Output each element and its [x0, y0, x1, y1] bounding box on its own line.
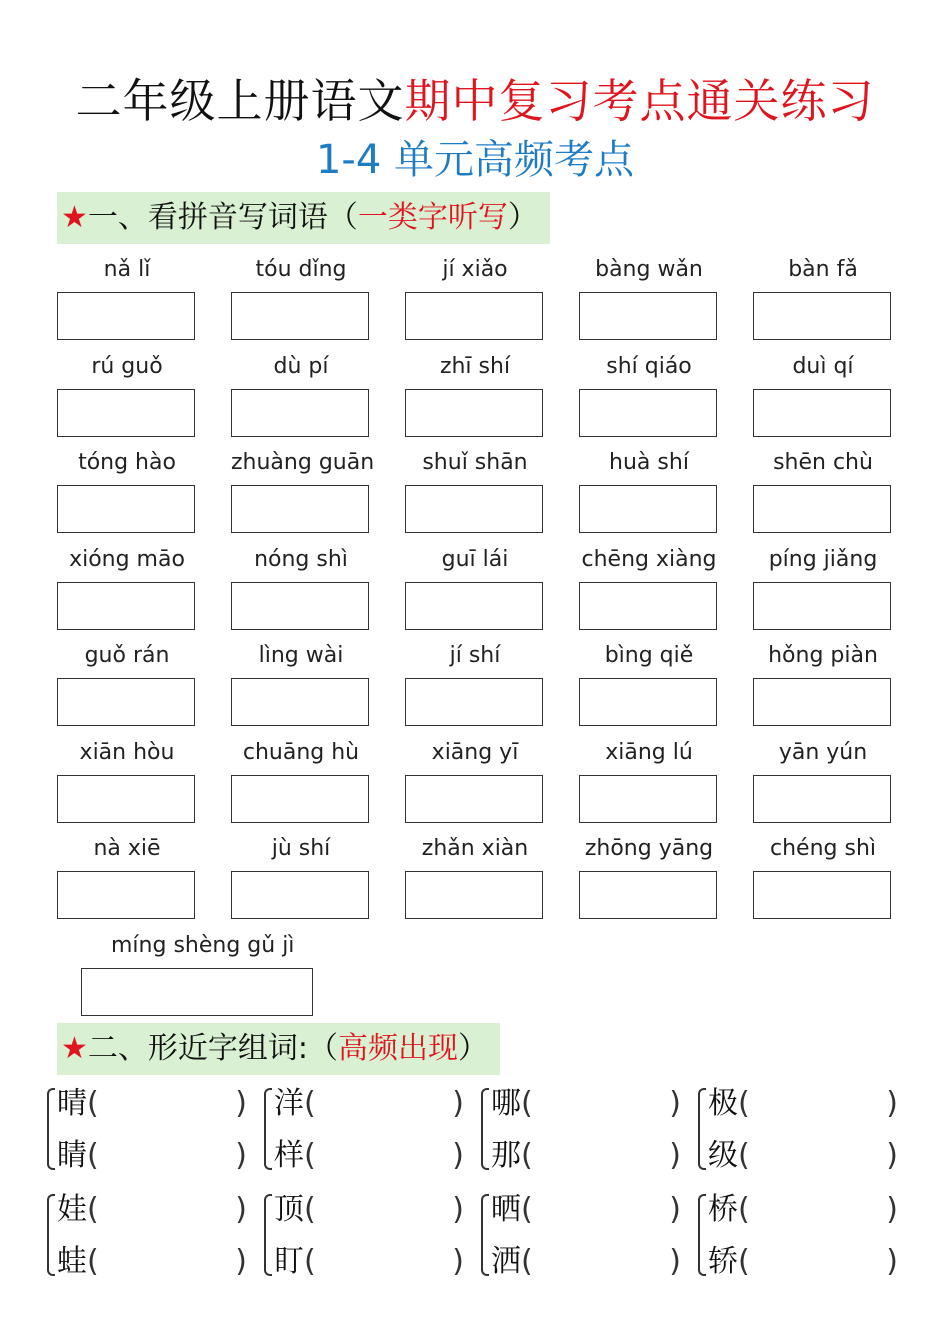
- answer-box[interactable]: [405, 775, 543, 823]
- answer-box[interactable]: [231, 678, 369, 726]
- char-pair: [47, 1186, 247, 1286]
- bracket-icon: [698, 1194, 706, 1276]
- close-paren: ): [452, 1138, 464, 1173]
- pinyin-item: [753, 248, 893, 340]
- pinyin-item: [57, 634, 197, 726]
- pinyin-item: [57, 248, 197, 340]
- close-paren: ): [886, 1244, 898, 1279]
- section-1-highlight: 一类字听写: [357, 200, 508, 235]
- close-paren: ): [452, 1244, 464, 1279]
- pinyin-text: jù shí: [271, 836, 331, 861]
- answer-box[interactable]: [405, 871, 543, 919]
- char-pair-line[interactable]: [274, 1080, 464, 1128]
- open-paren: (: [87, 1086, 99, 1121]
- char-pair: [698, 1080, 898, 1180]
- section-1-close: ）: [507, 200, 538, 235]
- open-paren: (: [521, 1244, 533, 1279]
- answer-box[interactable]: [405, 485, 543, 533]
- bracket-icon: [47, 1088, 55, 1170]
- pinyin-item: [231, 441, 375, 533]
- open-paren: (: [87, 1138, 99, 1173]
- answer-box[interactable]: [579, 678, 717, 726]
- char-pair-line[interactable]: [274, 1186, 464, 1234]
- character: 蛙: [57, 1244, 87, 1279]
- pinyin-text: bàng wǎn: [595, 257, 703, 282]
- bracket-icon: [481, 1088, 489, 1170]
- pinyin-text: nà xiē: [93, 836, 161, 861]
- close-paren: ): [452, 1192, 464, 1227]
- bracket-icon: [698, 1088, 706, 1170]
- answer-box[interactable]: [579, 389, 717, 437]
- star-icon: ★: [61, 200, 88, 235]
- open-paren: (: [738, 1192, 750, 1227]
- pinyin-item: [57, 441, 197, 533]
- pinyin-item: [57, 345, 197, 437]
- pinyin-text: duì qí: [792, 353, 854, 379]
- pinyin-text: xiāng yī: [431, 739, 519, 765]
- pinyin-text: chēng xiàng: [581, 546, 717, 572]
- answer-box[interactable]: [231, 582, 369, 630]
- pinyin-text: dù pí: [273, 353, 329, 379]
- pinyin-item: [579, 441, 719, 533]
- char-pair-line[interactable]: [708, 1080, 898, 1128]
- char-pair: [698, 1186, 898, 1286]
- answer-box[interactable]: [57, 485, 195, 533]
- pinyin-text: guǒ rán: [84, 643, 170, 668]
- close-paren: ): [235, 1192, 247, 1227]
- answer-box[interactable]: [579, 485, 717, 533]
- char-pair-line[interactable]: [57, 1238, 247, 1286]
- answer-box[interactable]: [405, 582, 543, 630]
- open-paren: (: [738, 1138, 750, 1173]
- bracket-icon: [264, 1088, 272, 1170]
- character: 娃: [57, 1192, 87, 1227]
- answer-box[interactable]: [753, 292, 891, 340]
- answer-box[interactable]: [57, 871, 195, 919]
- open-paren: (: [304, 1138, 316, 1173]
- pinyin-item: [231, 248, 371, 340]
- char-pair: [481, 1186, 681, 1286]
- char-pair-line[interactable]: [57, 1080, 247, 1128]
- character: 洋: [274, 1086, 304, 1121]
- pinyin-text: tóng hào: [78, 450, 176, 475]
- open-paren: (: [521, 1086, 533, 1121]
- pinyin-item: [753, 634, 893, 726]
- section-1-label: 一、看拼音写词语（: [87, 200, 358, 235]
- title-black: 二年级上册语文: [75, 74, 405, 128]
- char-pair-line[interactable]: [491, 1238, 681, 1286]
- char-pair-line[interactable]: [708, 1186, 898, 1234]
- answer-box[interactable]: [231, 389, 369, 437]
- char-pair-line[interactable]: [708, 1238, 898, 1286]
- char-pair: [264, 1080, 464, 1180]
- close-paren: ): [452, 1086, 464, 1121]
- answer-box[interactable]: [57, 678, 195, 726]
- character: 哪: [491, 1086, 521, 1121]
- pinyin-text: lìng wài: [258, 643, 344, 668]
- pinyin-item: [579, 248, 719, 340]
- char-pair: [481, 1080, 681, 1180]
- bracket-icon: [47, 1194, 55, 1276]
- char-pair-line[interactable]: [491, 1132, 681, 1180]
- character: 洒: [491, 1244, 521, 1279]
- answer-box[interactable]: [405, 389, 543, 437]
- pinyin-item: [405, 345, 545, 437]
- answer-box[interactable]: [231, 775, 369, 823]
- star-icon: ★: [61, 1031, 88, 1066]
- pinyin-item: [405, 441, 545, 533]
- character: 级: [708, 1138, 738, 1173]
- pinyin-item: [579, 538, 719, 630]
- pinyin-text: zhǎn xiàn: [421, 836, 529, 861]
- pinyin-item: [753, 441, 893, 533]
- answer-box[interactable]: [57, 775, 195, 823]
- character: 顶: [274, 1192, 304, 1227]
- char-pair-line[interactable]: [274, 1132, 464, 1180]
- open-paren: (: [521, 1138, 533, 1173]
- char-pair-line[interactable]: [57, 1186, 247, 1234]
- pinyin-text: jí shí: [449, 643, 501, 668]
- pinyin-item: [405, 827, 545, 919]
- pinyin-text: zhuàng guān: [231, 450, 375, 475]
- pinyin-item: [405, 634, 545, 726]
- character: 桥: [708, 1192, 738, 1227]
- character: 极: [708, 1086, 738, 1121]
- pinyin-item: [579, 827, 719, 919]
- pinyin-item: [57, 827, 197, 919]
- character: 那: [491, 1138, 521, 1173]
- char-pair-line[interactable]: [491, 1080, 681, 1128]
- character: 盯: [274, 1244, 304, 1279]
- pinyin-text: shí qiáo: [606, 353, 692, 379]
- close-paren: ): [669, 1192, 681, 1227]
- char-pair: [47, 1080, 247, 1180]
- section-1-heading: [57, 192, 550, 244]
- close-paren: ): [235, 1086, 247, 1121]
- answer-box[interactable]: [579, 292, 717, 340]
- character: 轿: [708, 1244, 738, 1279]
- pinyin-text: shēn chù: [773, 450, 873, 475]
- open-paren: (: [521, 1192, 533, 1227]
- answer-box[interactable]: [579, 582, 717, 630]
- answer-box[interactable]: [753, 678, 891, 726]
- answer-box[interactable]: [753, 485, 891, 533]
- pinyin-item: [231, 827, 371, 919]
- open-paren: (: [738, 1086, 750, 1121]
- pinyin-text: guī lái: [441, 546, 509, 572]
- pinyin-text: shuǐ shān: [422, 450, 528, 475]
- answer-box[interactable]: [57, 389, 195, 437]
- open-paren: (: [87, 1192, 99, 1227]
- answer-box[interactable]: [753, 582, 891, 630]
- close-paren: ): [235, 1244, 247, 1279]
- answer-box[interactable]: [57, 582, 195, 630]
- pinyin-item: [81, 924, 295, 1016]
- open-paren: (: [87, 1244, 99, 1279]
- pinyin-item: [231, 345, 371, 437]
- close-paren: ): [669, 1086, 681, 1121]
- answer-box[interactable]: [753, 871, 891, 919]
- pinyin-text: chuāng hù: [242, 739, 360, 765]
- answer-box[interactable]: [753, 389, 891, 437]
- char-pair-line[interactable]: [57, 1132, 247, 1180]
- open-paren: (: [738, 1244, 750, 1279]
- pinyin-text: nǎ lǐ: [103, 257, 151, 282]
- pinyin-text: tóu dǐng: [255, 257, 347, 282]
- close-paren: ): [886, 1138, 898, 1173]
- pinyin-item: [579, 731, 719, 823]
- answer-box[interactable]: [231, 292, 369, 340]
- pinyin-item: [753, 731, 893, 823]
- pinyin-text: bàn fǎ: [788, 257, 858, 282]
- character: 晒: [491, 1192, 521, 1227]
- pinyin-text: xióng māo: [69, 546, 185, 572]
- open-paren: (: [304, 1192, 316, 1227]
- pinyin-text: zhōng yāng: [584, 836, 714, 861]
- bracket-icon: [481, 1194, 489, 1276]
- answer-box[interactable]: [579, 871, 717, 919]
- pinyin-item: [405, 731, 545, 823]
- pinyin-item: [231, 634, 371, 726]
- title-red: 期中复习考点通关练习: [404, 74, 875, 128]
- pinyin-item: [579, 634, 719, 726]
- pinyin-text: rú guǒ: [91, 353, 163, 379]
- pinyin-text: chéng shì: [770, 836, 876, 861]
- close-paren: ): [669, 1244, 681, 1279]
- pinyin-item: [405, 538, 545, 630]
- close-paren: ): [886, 1192, 898, 1227]
- character: 样: [274, 1138, 304, 1173]
- answer-box[interactable]: [753, 775, 891, 823]
- character: 睛: [57, 1138, 87, 1173]
- pinyin-item: [231, 731, 371, 823]
- pinyin-text: bìng qiě: [604, 643, 694, 668]
- pinyin-text: hǒng piàn: [768, 643, 878, 668]
- pinyin-item: [57, 538, 197, 630]
- section-2-close: ）: [458, 1031, 489, 1066]
- section-2-heading: [57, 1023, 500, 1075]
- answer-box[interactable]: [231, 871, 369, 919]
- pinyin-item: [753, 827, 893, 919]
- pinyin-text: huà shí: [609, 450, 689, 475]
- answer-box[interactable]: [57, 292, 195, 340]
- close-paren: ): [669, 1138, 681, 1173]
- bracket-icon: [264, 1194, 272, 1276]
- pinyin-text: xiān hòu: [79, 739, 175, 765]
- open-paren: (: [304, 1244, 316, 1279]
- answer-box[interactable]: [579, 775, 717, 823]
- page-subtitle: 1-4 单元高频考点: [315, 137, 635, 183]
- answer-box[interactable]: [231, 485, 369, 533]
- pinyin-item: [405, 248, 545, 340]
- open-paren: (: [304, 1086, 316, 1121]
- close-paren: ): [886, 1086, 898, 1121]
- answer-box[interactable]: [405, 292, 543, 340]
- pinyin-item: [579, 345, 719, 437]
- answer-box[interactable]: [405, 678, 543, 726]
- pinyin-text: míng shèng gǔ jì: [111, 932, 295, 958]
- char-pair: [264, 1186, 464, 1286]
- pinyin-text: xiāng lú: [605, 739, 693, 765]
- close-paren: ): [235, 1138, 247, 1173]
- pinyin-item: [753, 538, 893, 630]
- pinyin-item: [753, 345, 893, 437]
- pinyin-text: yān yún: [778, 739, 868, 765]
- char-pair-line[interactable]: [491, 1186, 681, 1234]
- answer-box[interactable]: [81, 968, 313, 1016]
- char-pair-line[interactable]: [708, 1132, 898, 1180]
- section-2-label: 二、形近字组词:（: [87, 1031, 339, 1066]
- pinyin-item: [57, 731, 197, 823]
- page-title: [0, 72, 950, 130]
- pinyin-text: jí xiǎo: [442, 257, 508, 282]
- character: 晴: [57, 1086, 87, 1121]
- pinyin-text: nóng shì: [254, 546, 348, 572]
- pinyin-text: píng jiǎng: [768, 546, 878, 572]
- char-pair-line[interactable]: [274, 1238, 464, 1286]
- pinyin-item: [231, 538, 371, 630]
- section-2-highlight: 高频出现: [338, 1031, 459, 1066]
- pinyin-text: zhī shí: [439, 353, 511, 379]
